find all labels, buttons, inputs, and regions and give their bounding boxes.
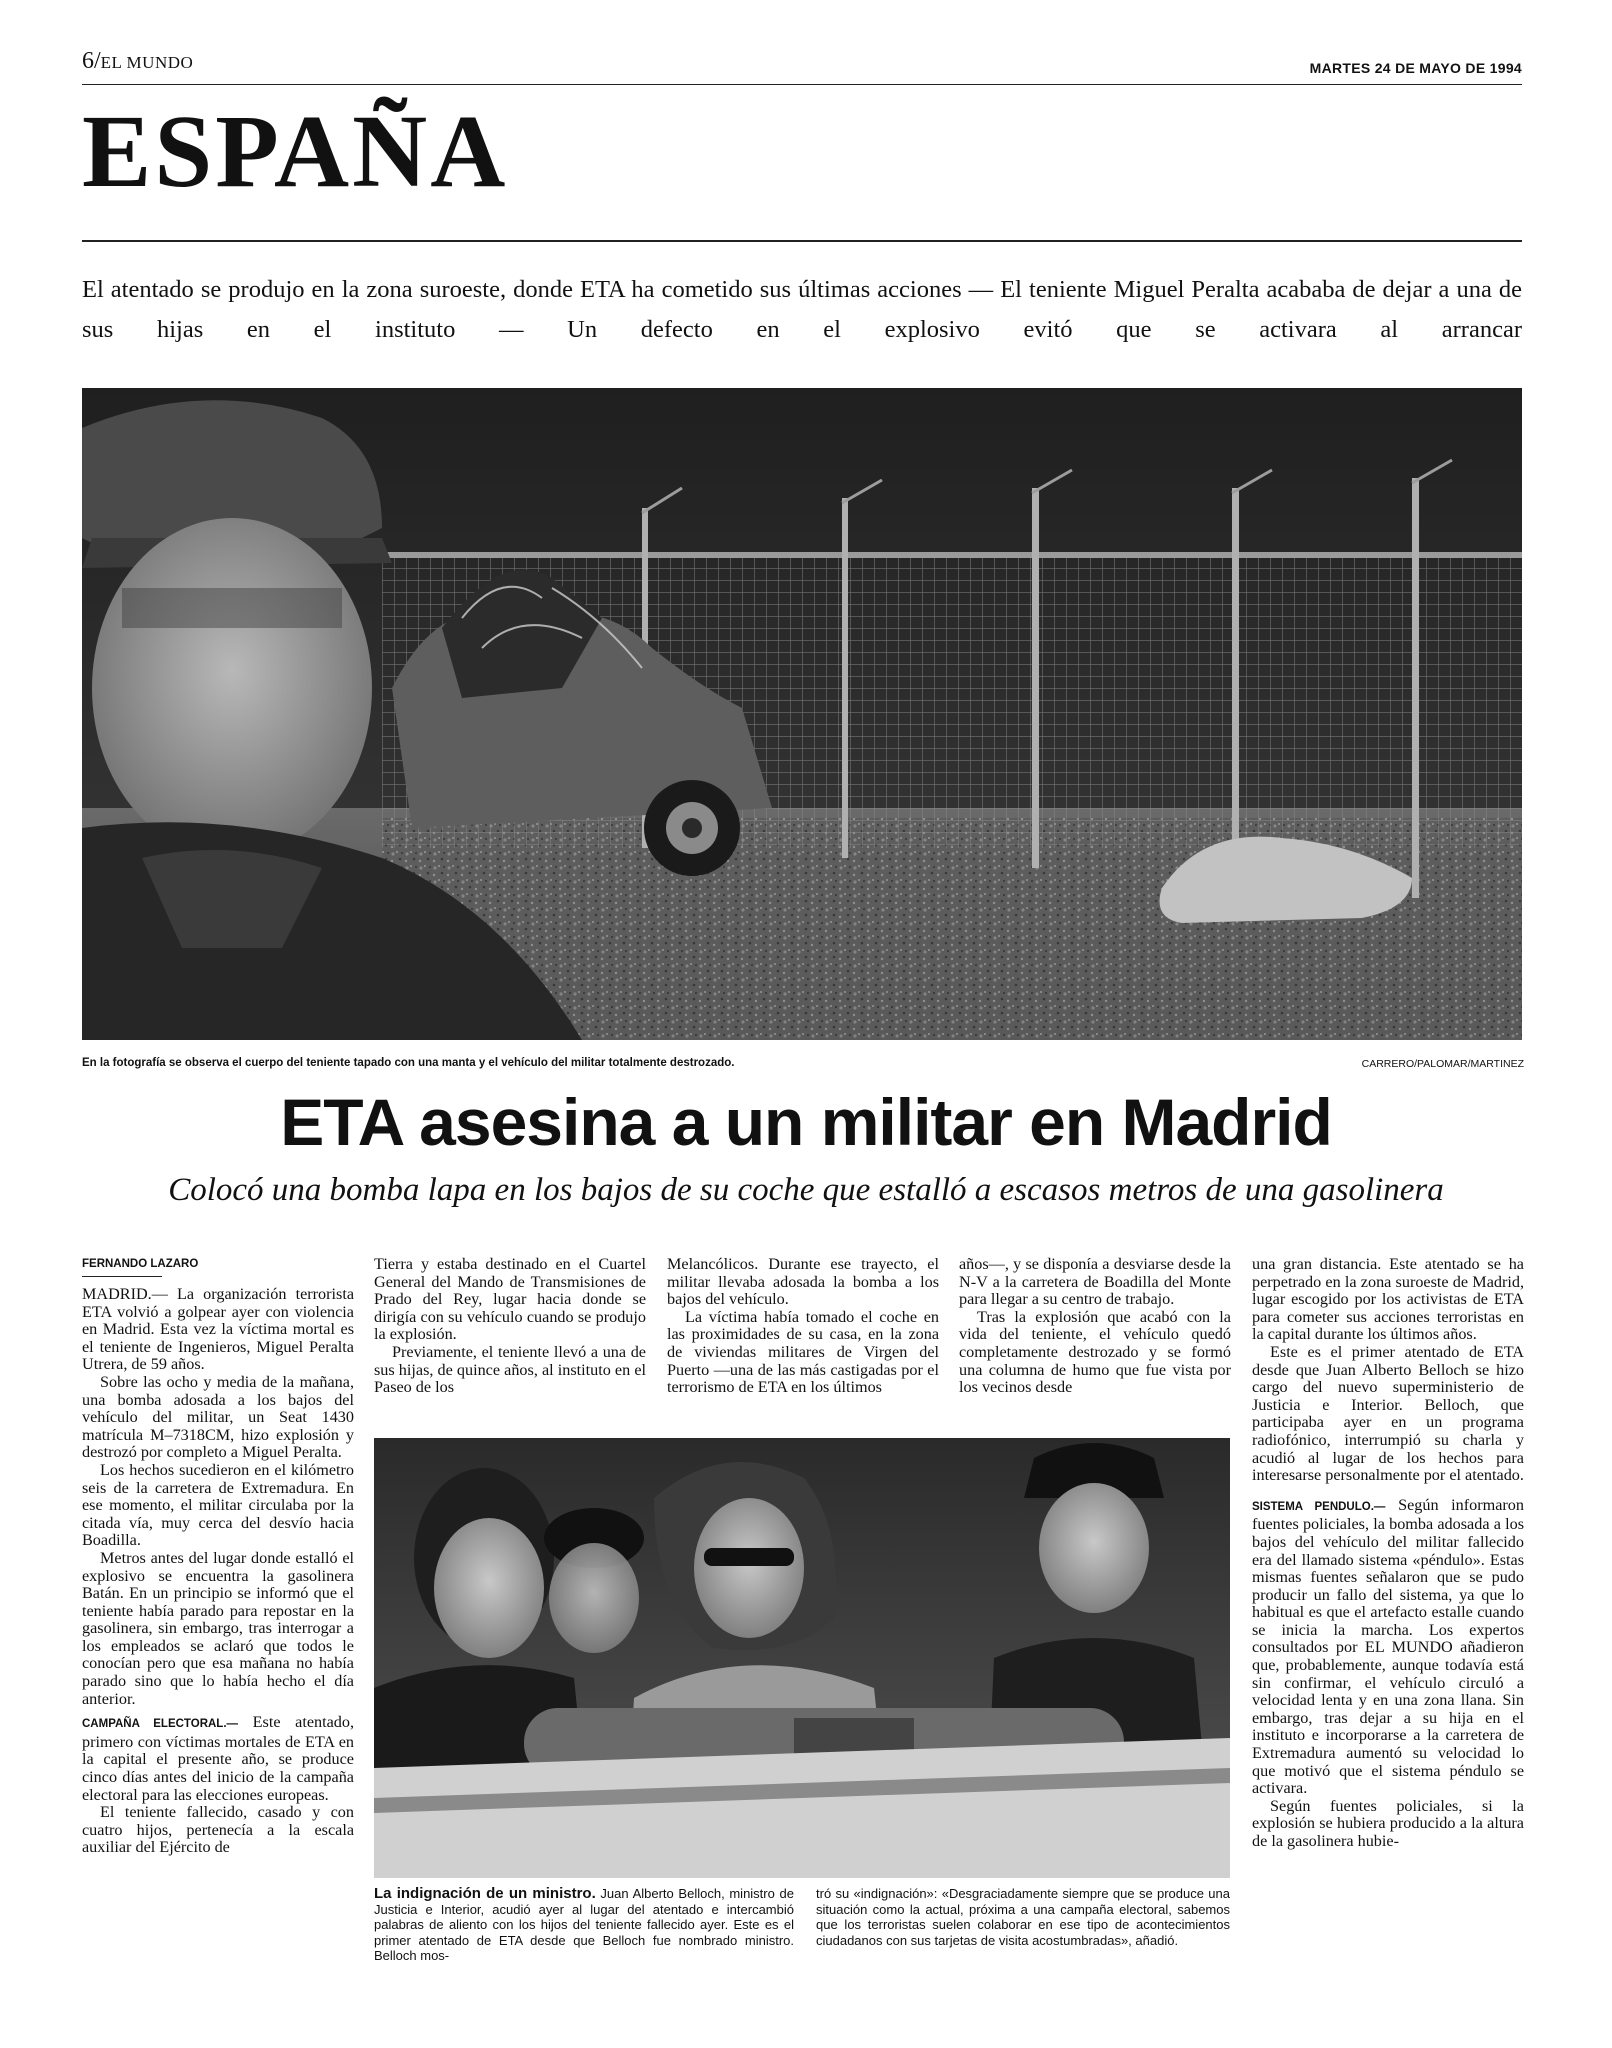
paragraph: años—, y se disponía a desviarse desde la N-V a la carretera de Boadilla del Monte para llegar a su centro de trabajo. [959, 1255, 1231, 1309]
summary-deck: El atentado se produjo en la zona suroeste, donde ETA ha cometido sus últimas acciones — El teniente Miguel Peralta acababa de dejar a una de sus hijas en el instituto — Un defecto en el explosivo evitó que se activara al arrancar [82, 276, 1522, 343]
second-photo-caption-col-b: tró su «indignación»: «Desgraciadamente siempre que se produce una situación como la actual, próxima a una campaña electoral, sabemos que los terroristas suelen colaborar en ese tipo de acontecimientos ciudadanos con sus tarjetas de visita acostumbradas», añadió. [816, 1886, 1230, 1948]
main-photo-caption: En la fotografía se observa el cuerpo del teniente tapado con una manta y el vehículo del militar totalmente destrozado. [82, 1057, 735, 1069]
paragraph: Tierra y estaba destinado en el Cuartel General del Mando de Transmisiones de Prado del Rey, lugar hacia donde se dirigía con su vehículo cuando se produjo la explosión. [374, 1255, 646, 1344]
article-column-3 [667, 1256, 939, 1397]
paragraph: Este es el primer atentado de ETA desde que Juan Alberto Belloch se hizo cargo del nuevo superministerio de Justicia e Interior. Belloch, que participaba ayer en un programa radiofónico, interrumpió su charla y acudió al lugar de los hechos para interesarse personalmente por el atentado. [1252, 1342, 1524, 1485]
publication-name: EL MUNDO [100, 53, 194, 72]
article-column-2 [374, 1256, 646, 1397]
main-photo-credit: CARRERO/PALOMAR/MARTINEZ [1361, 1058, 1524, 1070]
header-rule [82, 84, 1522, 85]
paragraph: Sobre las ocho y media de la mañana, una bomba adosada a los bajos del vehículo del militar, un Seat 1430 matrícula M–7318CM, hizo explosión y destrozó por completo a Miguel Peralta. [82, 1372, 354, 1462]
article-column-4 [959, 1256, 1231, 1397]
byline: FERNANDO LAZARO [82, 1258, 199, 1270]
subheadline: Colocó una bomba lapa en los bajos de su coche que estalló a escasos metros de una gasolinera [168, 1172, 1444, 1208]
second-photo [374, 1438, 1230, 1878]
page-number-value: 6/ [82, 48, 101, 74]
subsection-text: Según informaron fuentes policiales, la bomba adosada a los bajos del vehículo del militar fallecido era del llamado sistema «péndulo». Estas mismas fuentes señalaron que se pudo producir un fallo del sistema, ya que lo habitual es que el artefacto estalle cuando se inicia la marcha. Los expertos consultados por EL MUNDO añadieron que, probablemente, aunque todavía está sin confirmar, el vehículo circuló a velocidad lenta y en una zona llana. Sin embargo, tras dejar a su hija en el instituto e incorporarse a la carretera de Extremadura aumentó su velocidad lo que motivó que el sistema péndulo se activara. [1252, 1495, 1524, 1798]
subsection-text: Este atentado, primero con víctimas mortales de ETA en la capital el presente año, se produce cinco días antes del inicio de la campaña electoral para las elecciones europeas. [82, 1713, 355, 1804]
second-photo-image [374, 1438, 1230, 1878]
article-column-5 [1252, 1256, 1524, 1851]
subsection-paragraph [82, 1714, 354, 1804]
byline-rule [82, 1276, 162, 1277]
headline: ETA asesina a un militar en Madrid [280, 1085, 1332, 1159]
page-number [82, 48, 193, 75]
subsection-paragraph [1252, 1497, 1524, 1798]
second-photo-caption-col-a [374, 1886, 794, 1964]
paragraph: una gran distancia. Este atentado se ha perpetrado en la zona suroeste de Madrid, lugar escogido por los activistas de ETA para cometer sus acciones terroristas en la capital durante los últimos años. [1252, 1255, 1524, 1344]
paragraph: El teniente fallecido, casado y con cuatro hijos, pertenecía a la escala auxiliar del Ejército de [82, 1803, 354, 1857]
issue-date: MARTES 24 DE MAYO DE 1994 [1309, 60, 1522, 76]
subsection-label: SISTEMA PENDULO.— [1252, 1500, 1386, 1513]
paragraph: Tras la explosión que acabó con la vida del teniente, el vehículo quedó completamente destrozado y se formó una columna de humo que fue vista por los vecinos desde [959, 1307, 1231, 1397]
article-column-1 [82, 1286, 354, 1857]
paragraph: Metros antes del lugar donde estalló el explosivo se encuentra la gasolinera Batán. En un principio se informó que el teniente había parado para repostar en la gasolinera, sin embargo, tras interrogar a los empleados se aclaró que todos le conocían pero que esa mañana no había parado sino que lo había hecho el día anterior. [82, 1548, 354, 1708]
paragraph: Los hechos sucedieron en el kilómetro seis de la carretera de Extremadura. En ese momento, el militar circulaba por la citada vía, muy cerca del desvío hacia Boadilla. [82, 1460, 354, 1550]
section-rule [82, 240, 1522, 242]
paragraph: MADRID.— La organización terrorista ETA volvió a golpear ayer con violencia en Madrid. Esta vez la víctima mortal es el teniente de Ingenieros, Miguel Peralta Utrera, de 59 años. [82, 1285, 354, 1374]
main-photo [82, 388, 1522, 1040]
main-photo-image [82, 388, 1522, 1040]
paragraph: Según fuentes policiales, si la explosión se hubiera producido a la altura de la gasolinera hubie- [1252, 1796, 1524, 1850]
second-photo-caption-text-a: Juan Alberto Belloch, ministro de Justicia e Interior, acudió ayer al lugar del atentado e intercambió palabras de aliento con los hijos del teniente fallecido ayer. Este es el primer atentado de ETA desde que Belloch fue nombrado ministro. Belloch mos- [374, 1886, 794, 1963]
paragraph: Melancólicos. Durante ese trayecto, el militar llevaba adosada la bomba a los bajos del vehículo. [667, 1255, 939, 1309]
second-photo-caption-title: La indignación de un ministro. [374, 1885, 596, 1902]
section-title: ESPAÑA [82, 94, 509, 209]
paragraph: La víctima había tomado el coche en las proximidades de su casa, en la zona de viviendas militares de Virgen del Puerto —una de las más castigadas por el terrorismo de ETA en los últimos [667, 1307, 939, 1397]
subsection-label: CAMPAÑA ELECTORAL.— [82, 1718, 239, 1731]
paragraph: Previamente, el teniente llevó a una de sus hijas, de quince años, al instituto en el Paseo de los [374, 1342, 646, 1397]
